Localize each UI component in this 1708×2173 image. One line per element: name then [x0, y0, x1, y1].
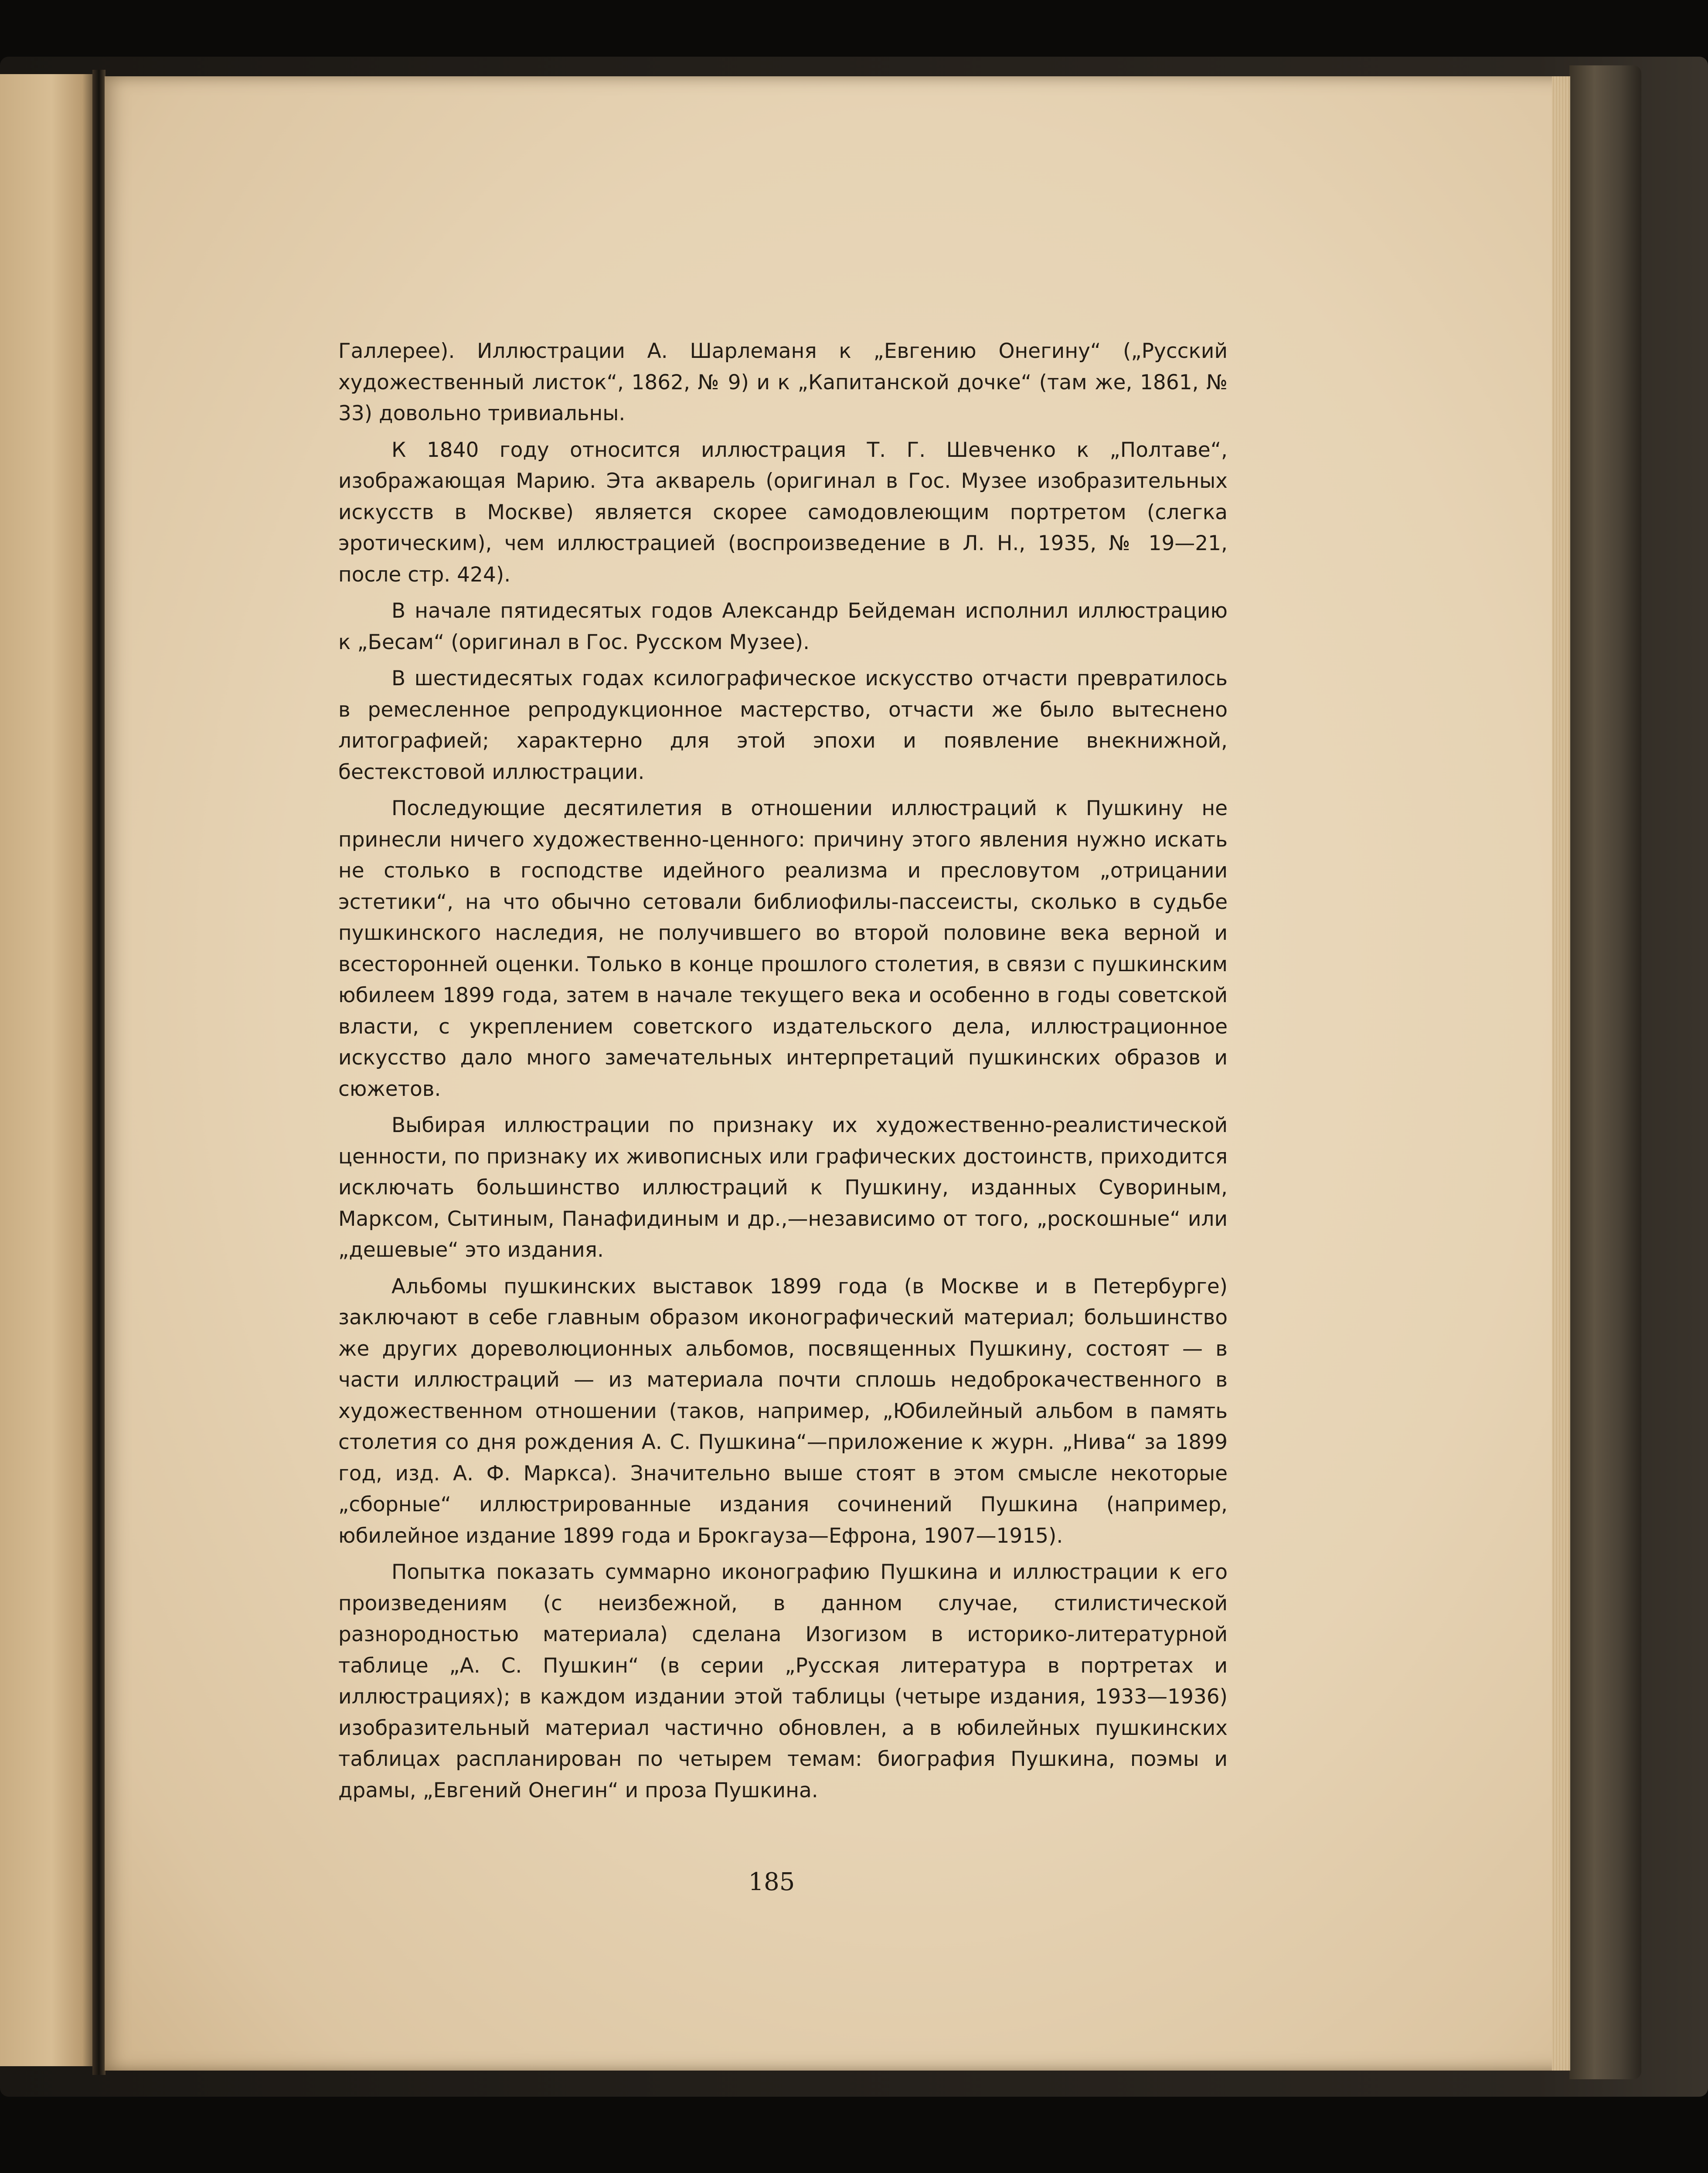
previous-page-edge — [0, 74, 94, 2066]
paragraph: Альбомы пушкинских выставок 1899 года (в Москве и в Петербурге) заключают в себе главным образом иконографический материал; большинство же других дореволюционных альбомов, посвященных Пушкину, состоят — в части иллюстраций — из материала почти сплошь недоброкачественного в художественном отношении (таков, например, „Юбилейный альбом в память столетия со дня рождения А. С. Пушкина“—приложение к журн. „Нива“ за 1899 год, изд. А. Ф. Маркса). Значительно выше стоят в этом смысле некоторые „сборные“ иллюстрированные издания сочинений Пушкина (например, юбилейное издание 1899 года и Брокгауза—Ефрона, 1907—1915). — [338, 1274, 1228, 1548]
paragraph: Галлерее). Иллюстрации А. Шарлеманя к „Евгению Онегину“ („Русский художественный листок“, 1862, № 9) и к „Капитанской дочке“ (там же, 1861, № 33) довольно тривиальны. — [338, 339, 1228, 425]
paragraph: Попытка показать суммарно иконографию Пушкина и иллюстрации к его произведениям (с неизбежной, в данном случае, стилистической разнородностью материала) сделана Изогизом в историко-литературной таблице „А. С. Пушкин“ (в серии „Русская литература в портретах и иллюстрациях); в каждом издании этой таблицы (четыре издания, 1933—1936) изобразительный материал частично обновлен, а в юбилейных пушкинских таблицах распланирован по четырем темам: биография Пушкина, поэмы и драмы, „Евгений Онегин“ и проза Пушкина. — [338, 1560, 1228, 1802]
paragraph: Выбирая иллюстрации по признаку их художественно-реалистической ценности, по признаку их живописных или графических достоинств, приходится исключать большинство иллюстраций к Пушкину, изданных Сувориным, Марксом, Сытиным, Панафидиным и др.,—независимо от того, „роскошные“ или „дешевые“ это издания. — [338, 1113, 1228, 1262]
paragraph: В шестидесятых годах ксилографическое искусство отчасти превратилось в ремесленное репродукционное мастерство, отчасти же было вытеснено литографией; характерно для этой эпохи и появление внекнижной, бестекстовой иллюстрации. — [338, 667, 1228, 784]
book-spine-gutter — [92, 70, 105, 2075]
page-number: 185 — [748, 1868, 795, 1896]
paragraph: Последующие десятилетия в отношении иллюстраций к Пушкину не принесли ничего художественно-ценного: причину этого явления нужно искать не столько в господстве идейного реализма и пресловутом „отрицании эстетики“, на что обычно сетовали библиофилы-пассеисты, сколько в судьбе пушкинского наследия, не получившего во второй половине века верной и всесторонней оценки. Только в конце прошлого столетия, в связи с пушкинским юбилеем 1899 года, затем в начале текущего века и особенно в годы советской власти, с укреплением советского издательского дела, иллюстрационное искусство дало много замечательных интерпретаций пушкинских образов и сюжетов. — [338, 796, 1228, 1101]
page-stack-edge — [1552, 76, 1570, 2071]
book-board-edge — [1569, 65, 1641, 2079]
paragraph: В начале пятидесятых годов Александр Бейдеман исполнил иллюстрацию к „Бесам“ (оригинал в Гос. Русском Музее). — [338, 599, 1228, 654]
paragraph: К 1840 году относится иллюстрация Т. Г. Шевченко к „Полтаве“, изображающая Марию. Эта акварель (оригинал в Гос. Музее изобразительных искусств в Москве) является скорее самодовлеющим портретом (слегка эротическим), чем иллюстрацией (воспроизведение в Л. Н., 1935, № 19—21, после стр. 424). — [338, 438, 1228, 587]
body-text — [338, 336, 1228, 1811]
